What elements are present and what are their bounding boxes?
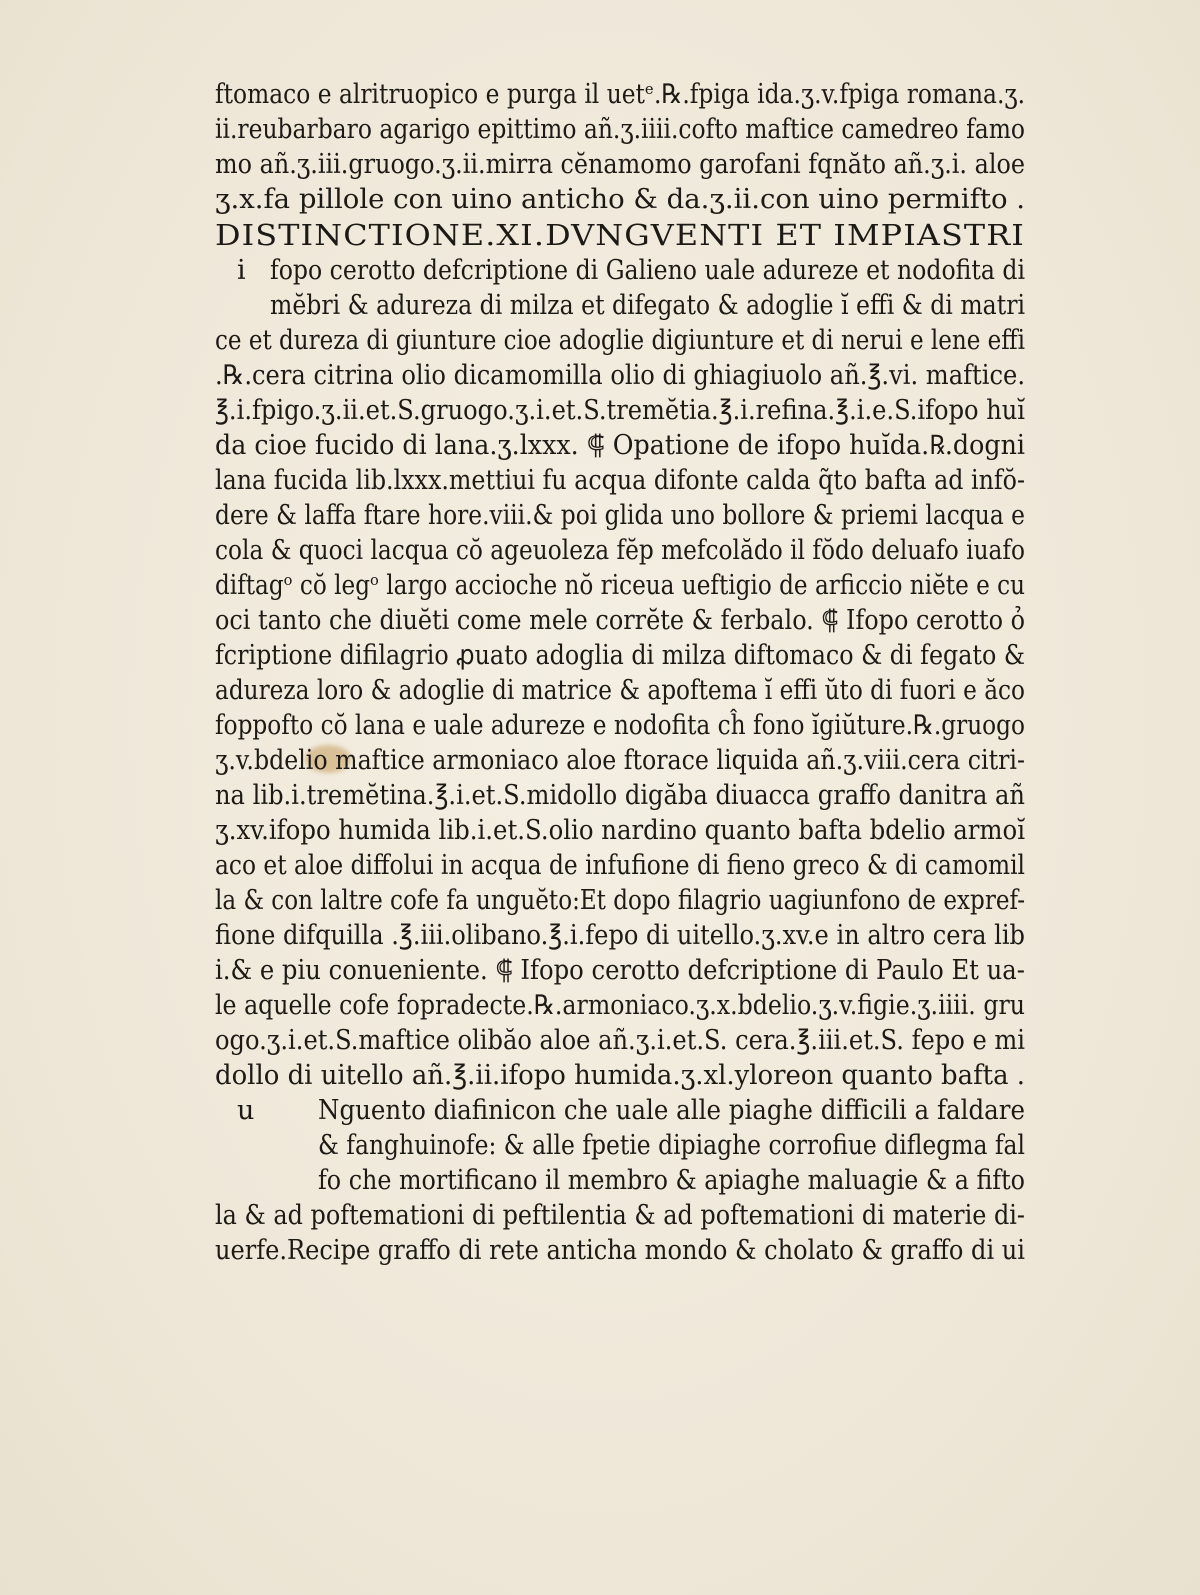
text-line-3	[215, 148, 1131, 182]
section-heading-text: DISTINCTIONE.XI.DVNGVENTI ET IMPIASTRI	[215, 218, 1025, 252]
text-line-34-content: uerfe.Recipe graffo di rete anticha mondo & cholato & graffo di ui	[215, 1235, 1025, 1266]
text-line-11-content: da cioe fucido di lana.ʒ.lxxx. ⸿ Opatione de ifopo huĭda.℞.dogni	[215, 430, 1025, 461]
text-line-25	[215, 919, 1122, 953]
guide-letter-i: i	[237, 255, 246, 286]
text-line-18-content: adureza loro & adoglie di matrice & apoftema ĭ effi ŭto di fuori e ăco	[215, 675, 1025, 706]
text-line-9-content: .℞.cera citrina olio dicamomilla olio di ghiagiuolo añ.℥.vi. maftice.	[215, 360, 1025, 391]
text-line-19	[215, 709, 1157, 743]
text-line-14-content: cola & quoci lacqua cŏ ageuoleza fĕp mefcolădo il fŏdo deluafo iuafo	[215, 535, 1025, 566]
text-line-33-content: la & ad poftemationi di peftilentia & ad poftemationi di materie di-	[215, 1200, 1025, 1231]
text-line-22-content: ʒ.xv.ifopo humida lib.i.et.S.olio nardino quanto bafta bdelio armoĭ	[215, 815, 1025, 846]
text-line-6-content: fopo cerotto defcriptione di Galieno uale adureze et nodofita di	[270, 255, 1025, 286]
text-line-19-content: foppofto cŏ lana e uale adureze e nodofita cĥ fono ĭgiŭture.℞.gruogo	[215, 710, 1025, 741]
text-line-31	[318, 1129, 1133, 1163]
text-line-8	[215, 324, 1165, 358]
section-heading	[215, 218, 1025, 252]
text-line-21-content: na lib.i.tremĕtina.℥.i.et.S.midollo digăba diuacca graffo danitra añ	[215, 780, 1025, 811]
text-line-23-content: aco et aloe diffolui in acqua de infufione di fieno greco & di camomil	[215, 850, 1025, 881]
text-line-11	[215, 429, 1079, 463]
text-line-12	[215, 464, 1136, 498]
text-line-18	[215, 674, 1158, 708]
text-line-29	[215, 1059, 1059, 1093]
text-line-13-content: dere & laffa ftare hore.viii.& poi glida uno bollore & priemi lacqua e	[215, 500, 1025, 531]
text-line-1	[215, 78, 1151, 112]
text-line-15-content: diftagᵒ cŏ legᵒ largo accioche nŏ riceua ueftigio de arficcio niĕte e cu	[215, 570, 1025, 601]
text-line-22	[215, 814, 1112, 848]
text-line-17-content: fcriptione difilagrio ꝓuato adoglia di milza diftomaco & di fegato &	[215, 640, 1025, 671]
text-line-29-content: dollo di uitello añ.℥.ii.ifopo humida.ʒ.xl.yloreon quanto bafta .	[215, 1060, 1025, 1091]
text-line-34	[215, 1234, 1124, 1268]
text-line-4-content: ʒ.x.fa pillole con uino anticho & da.ʒ.ii.con uino permifto .	[215, 184, 1025, 215]
text-line-16	[215, 604, 1129, 638]
text-line-26	[215, 954, 1115, 988]
text-line-26-content: i.& e piu conueniente. ⸿ Ifopo cerotto defcriptione di Paulo Et ua-	[215, 955, 1025, 986]
text-line-28-content: ogo.ʒ.i.et.S.maftice olibăo aloe añ.ʒ.i.et.S. cera.℥.iii.et.S. fepo e mi	[215, 1025, 1025, 1056]
text-line-30	[318, 1094, 1097, 1128]
text-line-31-content: & fanghuinofe: & alle fpetie dipiaghe corrofiue diflegma fal	[318, 1130, 1025, 1161]
text-line-27-content: le aquelle cofe fopradecte.℞.armoniaco.ʒ.x.bdelio.ʒ.v.figie.ʒ.iiii. gru	[215, 990, 1025, 1021]
text-line-2	[215, 113, 1149, 147]
text-line-24-content: la & con laltre cofe fa unguĕto:Et dopo filagrio uagiunfono de expref-	[215, 885, 1025, 916]
guide-letter-u: u	[237, 1095, 255, 1126]
text-line-20	[215, 744, 1139, 778]
text-line-33	[215, 1199, 1130, 1233]
text-line-14	[215, 534, 1156, 568]
text-line-6	[270, 254, 1135, 288]
text-line-4	[215, 183, 1025, 217]
text-line-23	[215, 849, 1153, 883]
text-line-9	[215, 359, 1120, 393]
text-line-1-content: ftomaco e alritruopico e purga il uetᵉ.℞.fpiga ida.ʒ.v.fpiga romana.ʒ.	[215, 79, 1025, 110]
text-line-20-content: ʒ.v.bdelio maftice armoniaco aloe ftorace liquida añ.ʒ.viii.cera citri-	[215, 745, 1025, 776]
text-line-10-content: ℥.i.fpigo.ʒ.ii.et.S.gruogo.ʒ.i.et.S.tremĕtia.℥.i.refina.℥.i.e.S.ifopo huĭ	[215, 395, 1025, 426]
text-line-27	[215, 989, 1140, 1023]
text-line-30-content: Nguento diafinicon che uale alle piaghe difficili a faldare	[318, 1095, 1025, 1126]
text-line-13	[215, 499, 1152, 533]
text-line-25-content: fione difquilla .℥.iii.olibano.℥.i.fepo di uitello.ʒ.xv.e in altro cera lib	[215, 920, 1025, 951]
text-line-32-content: fo che mortificano il membro & apiaghe maluagie & a fifto	[318, 1165, 1025, 1196]
text-line-7	[270, 289, 1135, 323]
text-line-32	[318, 1164, 1120, 1198]
text-line-7-content: mĕbri & adureza di milza et difegato & adoglie ĭ effi & di matri	[270, 290, 1025, 321]
text-line-3-content: mo añ.ʒ.iii.gruogo.ʒ.ii.mirra cĕnamomo garofani fqnăto añ.ʒ.i. aloe	[215, 149, 1025, 180]
text-line-28	[215, 1024, 1121, 1058]
text-line-12-content: lana fucida lib.lxxx.mettiui fu acqua difonte calda q̃to bafta ad infŏ-	[215, 465, 1025, 496]
text-line-16-content: oci tanto che diuĕti come mele corrĕte & ferbalo. ⸿ Ifopo cerotto ỏ	[215, 605, 1025, 636]
text-line-21	[215, 779, 1120, 813]
text-line-17	[215, 639, 1135, 673]
text-line-15	[215, 569, 1161, 603]
text-line-2-content: ii.reubarbaro agarigo epittimo añ.ʒ.iiii.cofto maftice camedreo famo	[215, 114, 1025, 145]
text-line-24	[215, 884, 1163, 918]
text-line-8-content: ce et dureza di giunture cioe adoglie digiunture et di nerui e lene effi	[215, 325, 1025, 356]
text-line-10	[215, 394, 1122, 428]
